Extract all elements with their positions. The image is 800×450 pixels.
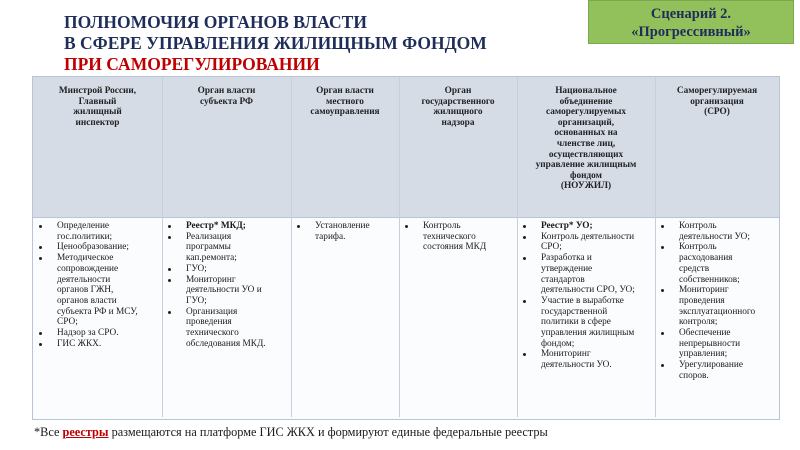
list-item [164, 232, 291, 264]
item-line: органов ГЖН, [57, 285, 114, 296]
item-line: собственников; [679, 274, 740, 285]
header-line: объединение [559, 96, 613, 107]
column-housing-supervision [401, 221, 517, 253]
header-minstroy [33, 86, 162, 128]
item-line: Урегулирование [679, 360, 743, 371]
column-separator [291, 77, 292, 417]
item-line: контроля; [679, 317, 718, 328]
header-line: Минстрой России, [58, 86, 137, 96]
list-item [657, 242, 779, 285]
header-line: самоуправления [310, 107, 380, 118]
list-item [164, 264, 291, 275]
list-item [164, 275, 291, 307]
header-line: членстве лиц, [556, 138, 616, 149]
header-local-government [291, 86, 399, 118]
item-line: обследования МКД. [186, 338, 266, 349]
header-nouzhil [517, 86, 655, 192]
header-line: организация [690, 96, 744, 107]
slide-title [64, 12, 487, 75]
item-line: Мониторинг [541, 349, 591, 360]
list-item [657, 221, 779, 242]
item-line: Организация [186, 306, 238, 317]
item-line: Мониторинг [679, 285, 729, 296]
item-line: Методическое [57, 253, 114, 264]
header-line: Национальное [555, 86, 617, 96]
header-line: Саморегулируемая [676, 86, 758, 96]
header-line: субъекта РФ [199, 96, 253, 107]
header-line: государственного [421, 96, 495, 107]
header-sro [655, 86, 779, 118]
item-line: политики в сфере [541, 317, 611, 328]
scenario-badge-line-1: Сценарий 2. [650, 6, 732, 22]
column-nouzhil [519, 221, 655, 371]
header-line: фондом [570, 170, 602, 181]
column-region-authority [164, 221, 291, 349]
item-line: деятельности УО. [541, 360, 612, 371]
item-line: состояния МКД [423, 242, 487, 253]
list-item [35, 242, 160, 253]
item-line: споров. [679, 370, 709, 381]
header-line: жилищного [433, 107, 483, 118]
header-line: инспектор [75, 117, 120, 128]
item-line: Реализация [186, 231, 232, 242]
header-line: организаций, [557, 117, 615, 128]
item-line: Определение [57, 221, 110, 231]
column-local-government [293, 221, 399, 242]
registry-label: Реестр* МКД; [186, 221, 246, 231]
item-line: управления жилищным [541, 328, 635, 339]
header-region-authority [162, 86, 291, 107]
header-line: Орган власти [316, 86, 374, 96]
column-separator [162, 77, 163, 417]
item-line: органов власти [57, 295, 117, 306]
list-item [35, 253, 160, 328]
list-item [519, 253, 655, 296]
header-line: управление жилищным [535, 160, 637, 171]
item-line: деятельности УО и [186, 285, 262, 296]
list-item [519, 232, 655, 253]
item-line: управления; [679, 349, 728, 360]
footnote [34, 425, 548, 440]
list-item [401, 221, 517, 253]
footnote-prefix: *Все [34, 425, 63, 439]
list-item [164, 221, 291, 232]
scenario-badge [588, 0, 794, 44]
item-line [186, 221, 291, 232]
item-line: программы [186, 242, 231, 253]
item-line: деятельности [57, 274, 111, 285]
list-item [657, 328, 779, 360]
footnote-suffix: размещаются на платформе ГИС ЖКХ и формируют единые федеральные реестры [108, 425, 548, 439]
item-line: СРО; [541, 242, 562, 253]
item-line: тарифа. [315, 231, 346, 242]
header-line: (СРО) [704, 107, 730, 118]
list-item [519, 296, 655, 350]
item-line: технического [186, 328, 239, 339]
item-line: государственной [541, 306, 608, 317]
item-line: Контроль [679, 221, 717, 231]
item-line: деятельности УО; [679, 231, 750, 242]
list-item [657, 285, 779, 328]
item-line: Мониторинг [186, 274, 236, 285]
item-line: непрерывности [679, 338, 741, 349]
header-line: основанных на [554, 128, 618, 139]
column-separator [655, 77, 656, 417]
item-line: технического [423, 231, 476, 242]
header-line: (НОУЖИЛ) [560, 181, 612, 192]
item-line: ГИС ЖКХ. [57, 338, 102, 349]
item-line: утверждение [541, 263, 593, 274]
item-line: СРО; [57, 317, 78, 328]
item-line: Разработка и [541, 253, 592, 264]
list-item [35, 339, 160, 350]
header-line: местного [326, 96, 364, 107]
title-line-1: ПОЛНОМОЧИЯ ОРГАНОВ ВЛАСТИ [64, 12, 367, 32]
header-line: Главный [78, 96, 117, 107]
header-line: Орган [444, 86, 472, 96]
title-line-2: В СФЕРЕ УПРАВЛЕНИЯ ЖИЛИЩНЫМ ФОНДОМ [64, 33, 487, 53]
item-line: гос.политики; [57, 231, 113, 242]
item-line: ГУО; [186, 295, 207, 306]
header-line: саморегулируемых [545, 107, 627, 118]
item-line: Обеспечение [679, 328, 731, 339]
list-item [657, 360, 779, 381]
header-line: осуществляющих [548, 149, 624, 160]
item-line: Контроль [423, 221, 461, 231]
footnote-keyword: реестры [62, 425, 109, 439]
column-sro [657, 221, 779, 382]
registry-label: Реестр* УО; [541, 221, 593, 231]
item-line: ГУО; [186, 263, 207, 274]
list-item [293, 221, 399, 242]
item-line: сопровождение [57, 263, 119, 274]
item-line: Надзор за СРО. [57, 328, 119, 339]
item-line: Участие в выработке [541, 295, 624, 306]
column-minstroy [35, 221, 160, 349]
item-line: стандартов [541, 274, 585, 285]
list-item [519, 349, 655, 370]
item-line: расходования [679, 253, 733, 264]
header-housing-supervision [399, 86, 517, 128]
item-line: средств [679, 263, 710, 274]
item-line: проведения [186, 317, 232, 328]
header-line: жилищный [73, 107, 122, 118]
list-item [164, 307, 291, 350]
list-item [35, 221, 160, 242]
list-item [35, 328, 160, 339]
list-item [519, 221, 655, 232]
item-line: кап.ремонта; [186, 253, 237, 264]
title-line-3: ПРИ САМОРЕГУЛИРОВАНИИ [64, 54, 320, 74]
header-line: Орган власти [197, 86, 256, 96]
item-line: Ценообразование; [57, 242, 129, 253]
item-line [541, 221, 655, 232]
header-line: надзора [441, 117, 475, 128]
scenario-badge-line-2: «Прогрессивный» [631, 24, 751, 40]
item-line: проведения [679, 295, 725, 306]
item-line: фондом; [541, 338, 575, 349]
authority-table [32, 76, 780, 420]
item-line: субъекта РФ и МСУ, [57, 306, 138, 317]
item-line: Контроль [679, 242, 717, 253]
item-line: эксплуатационного [679, 306, 756, 317]
item-line: Контроль деятельности [541, 231, 635, 242]
item-line: Установление [315, 221, 370, 231]
item-line: деятельности СРО, УО; [541, 285, 635, 296]
